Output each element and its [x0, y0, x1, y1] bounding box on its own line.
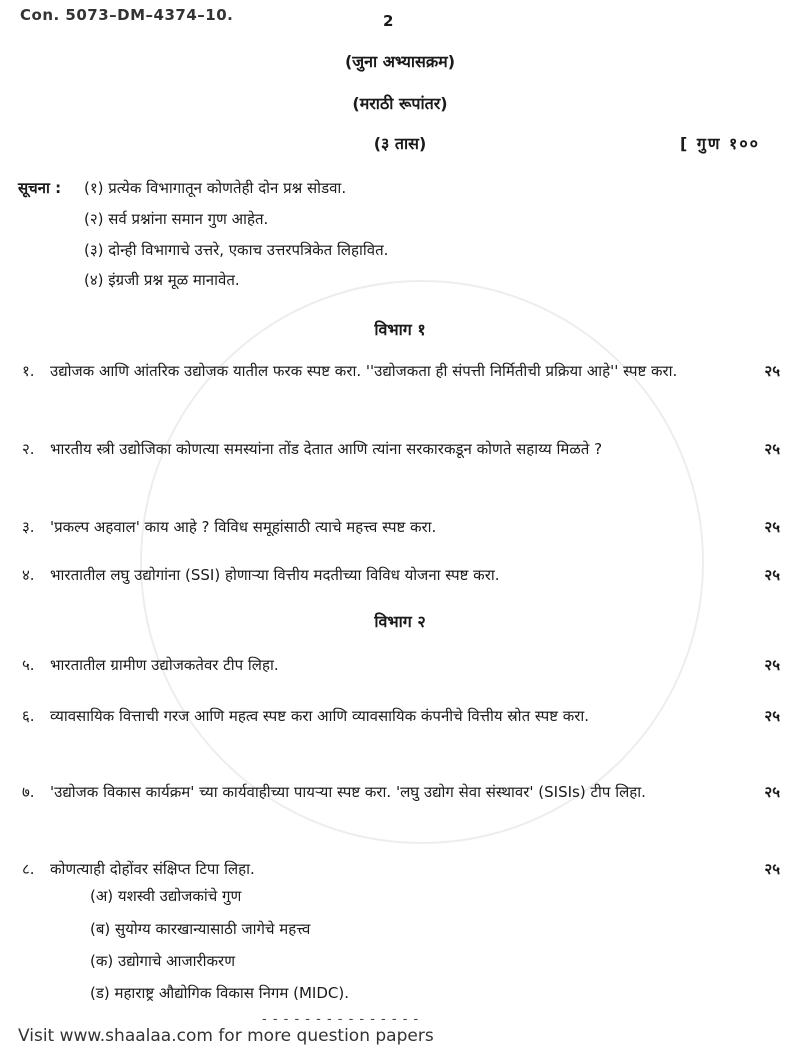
question-marks: २५ [764, 707, 780, 725]
question [22, 358, 780, 385]
question [22, 436, 780, 463]
question [22, 562, 780, 589]
question-text: कोणत्याही दोहोंवर संक्षिप्त टिपा लिहा. [50, 860, 255, 878]
question [22, 514, 780, 541]
question-number: ५. [22, 656, 35, 674]
question [22, 703, 780, 730]
footer-link[interactable]: Visit www.shaalaa.com for more question papers [18, 1026, 434, 1046]
subpart-item: (क) उद्योगाचे आजारीकरण [90, 952, 236, 970]
question-number: ८. [22, 860, 35, 878]
question-text: भारतातील ग्रामीण उद्योजकतेवर टीप लिहा. [50, 656, 279, 674]
translation-label: (मराठी रूपांतर) [352, 94, 448, 113]
question-text: भारतातील लघु उद्योगांना (SSI) होणाऱ्या वित्तीय मदतीच्या विविध योजना स्पष्ट करा. [50, 566, 500, 584]
question-marks: २५ [764, 518, 780, 536]
paper-code: Con. 5073–DM–4374–10. [20, 6, 234, 24]
question-number: २. [22, 440, 35, 458]
duration: (३ तास) [373, 134, 427, 153]
question-marks: २५ [764, 566, 780, 584]
question-number: ७. [22, 783, 35, 801]
instructions-label: सूचना : [18, 179, 62, 197]
question [22, 856, 780, 883]
question-marks: २५ [764, 656, 780, 674]
question-number: ४. [22, 566, 35, 584]
question-marks: २५ [764, 783, 780, 801]
question [22, 652, 780, 679]
instruction-item: (३) दोन्ही विभागाचे उत्तरे, एकाच उत्तरपत्रिकेत लिहावित. [84, 241, 389, 259]
instruction-item: (१) प्रत्येक विभागातून कोणतेही दोन प्रश्न सोडवा. [84, 179, 347, 197]
question-marks: २५ [764, 440, 780, 458]
page-number: 2 [383, 12, 394, 30]
syllabus-label: (जुना अभ्यासक्रम) [344, 52, 456, 71]
section-title-1: विभाग १ [374, 320, 426, 339]
question-marks: २५ [764, 362, 780, 380]
subpart-item: (ब) सुयोग्य कारखान्यासाठी जागेचे महत्त्व [90, 920, 311, 938]
total-marks: [ गुण १०० [680, 134, 760, 153]
instruction-item: (४) इंग्रजी प्रश्न मूळ मानावेत. [84, 271, 240, 289]
subpart-item: (ड) महाराष्ट्र औद्योगिक विकास निगम (MIDC). [90, 984, 349, 1002]
question-marks: २५ [764, 860, 780, 878]
question-number: १. [22, 362, 35, 380]
instruction-item: (२) सर्व प्रश्नांना समान गुण आहेत. [84, 210, 269, 228]
question-text: 'प्रकल्प अहवाल' काय आहे ? विविध समूहांसाठी त्याचे महत्त्व स्पष्ट करा. [50, 518, 437, 536]
question-text: 'उद्योजक विकास कार्यक्रम' च्या कार्यवाहीच्या पायऱ्या स्पष्ट करा. 'लघु उद्योग सेवा संस्थावर' (SISIs) टीप लिहा. [50, 783, 646, 801]
question [22, 779, 780, 806]
question-text: व्यावसायिक वित्ताची गरज आणि महत्व स्पष्ट करा आणि व्यावसायिक कंपनीचे वित्तीय स्रोत स्पष्ट करा. [50, 707, 590, 725]
question-number: ३. [22, 518, 35, 536]
question-text: उद्योजक आणि आंतरिक उद्योजक यातील फरक स्पष्ट करा. ''उद्योजकता ही संपत्ती निर्मितीची प्रक्रिया आहे'' स्पष्ट करा. [50, 362, 678, 380]
subpart-item: (अ) यशस्वी उद्योजकांचे गुण [90, 887, 242, 905]
section-title-2: विभाग २ [374, 612, 426, 631]
question-number: ६. [22, 707, 35, 725]
question-text: भारतीय स्त्री उद्योजिका कोणत्या समस्यांना तोंड देतात आणि त्यांना सरकारकडून कोणते सहाय्य मिळते ? [50, 440, 603, 458]
end-of-paper-divider: - - - - - - - - - - - - - - - [262, 1012, 420, 1027]
